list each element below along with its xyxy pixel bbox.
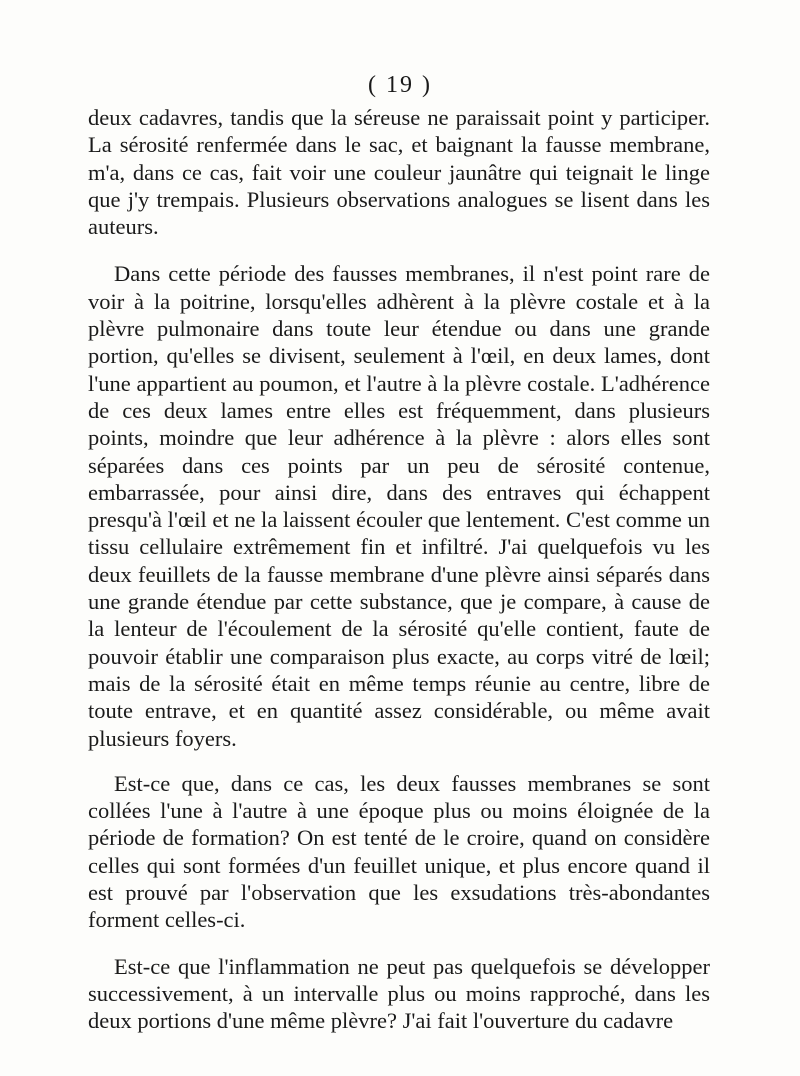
- page-number: ( 19 ): [368, 72, 432, 98]
- paragraph-2: Dans cette période des fausses membranes, il n'est point rare de voir à la poitrine, lorsqu'elles adhèrent à la plèvre costale et à la plèvre pulmonaire dans toute leur étendue ou dans une grande portion, qu'elles se divisent, seulement à l'œil, en deux lames, dont l'une appartient au poumon, et l'autre à la plèvre costale. L'adhérence de ces deux lames entre elles est fréquemment, dans plusieurs points, moindre que leur adhérence à la plèvre : alors elles sont séparées dans ces points par un peu de sérosité contenue, embarrassée, pour ainsi dire, dans des entraves qui échappent presqu'à l'œil et ne la laissent écouler que lentement. C'est comme un tissu cellulaire extrêmement fin et infiltré. J'ai quelquefois vu les deux feuillets de la fausse membrane d'une plèvre ainsi séparés dans une grande étendue par cette substance, que je compare, à cause de la lenteur de l'écoulement de la sérosité qu'elle contient, faute de pouvoir établir une comparaison plus exacte, au corps vitré de lœil; mais de la sérosité était en même temps réunie au centre, libre de toute entrave, et en quantité assez considérable, ou même avait plusieurs foyers.: [88, 261, 710, 751]
- paragraph-4: Est-ce que l'inflammation ne peut pas quelquefois se développer successivement, à un intervalle plus ou moins rapproché, dans les deux portions d'une même plèvre? J'ai fait l'ouverture du cadavre: [88, 953, 710, 1034]
- paragraph-1: deux cadavres, tandis que la séreuse ne paraissait point y participer. La sérosité renfermée dans le sac, et baignant la fausse membrane, m'a, dans ce cas, fait voir une couleur jaunâtre qui teignait le linge que j'y trempais. Plusieurs observations analogues se lisent dans les auteurs.: [88, 105, 710, 240]
- body-text: [88, 104, 710, 1035]
- paragraph-3: Est-ce que, dans ce cas, les deux fausses membranes se sont collées l'une à l'autre à une époque plus ou moins éloignée de la période de formation? On est tenté de le croire, quand on considère celles qui sont formées d'un feuillet unique, et plus encore quand il est prouvé par l'observation que les exsudations très-abondantes forment celles-ci.: [88, 770, 710, 933]
